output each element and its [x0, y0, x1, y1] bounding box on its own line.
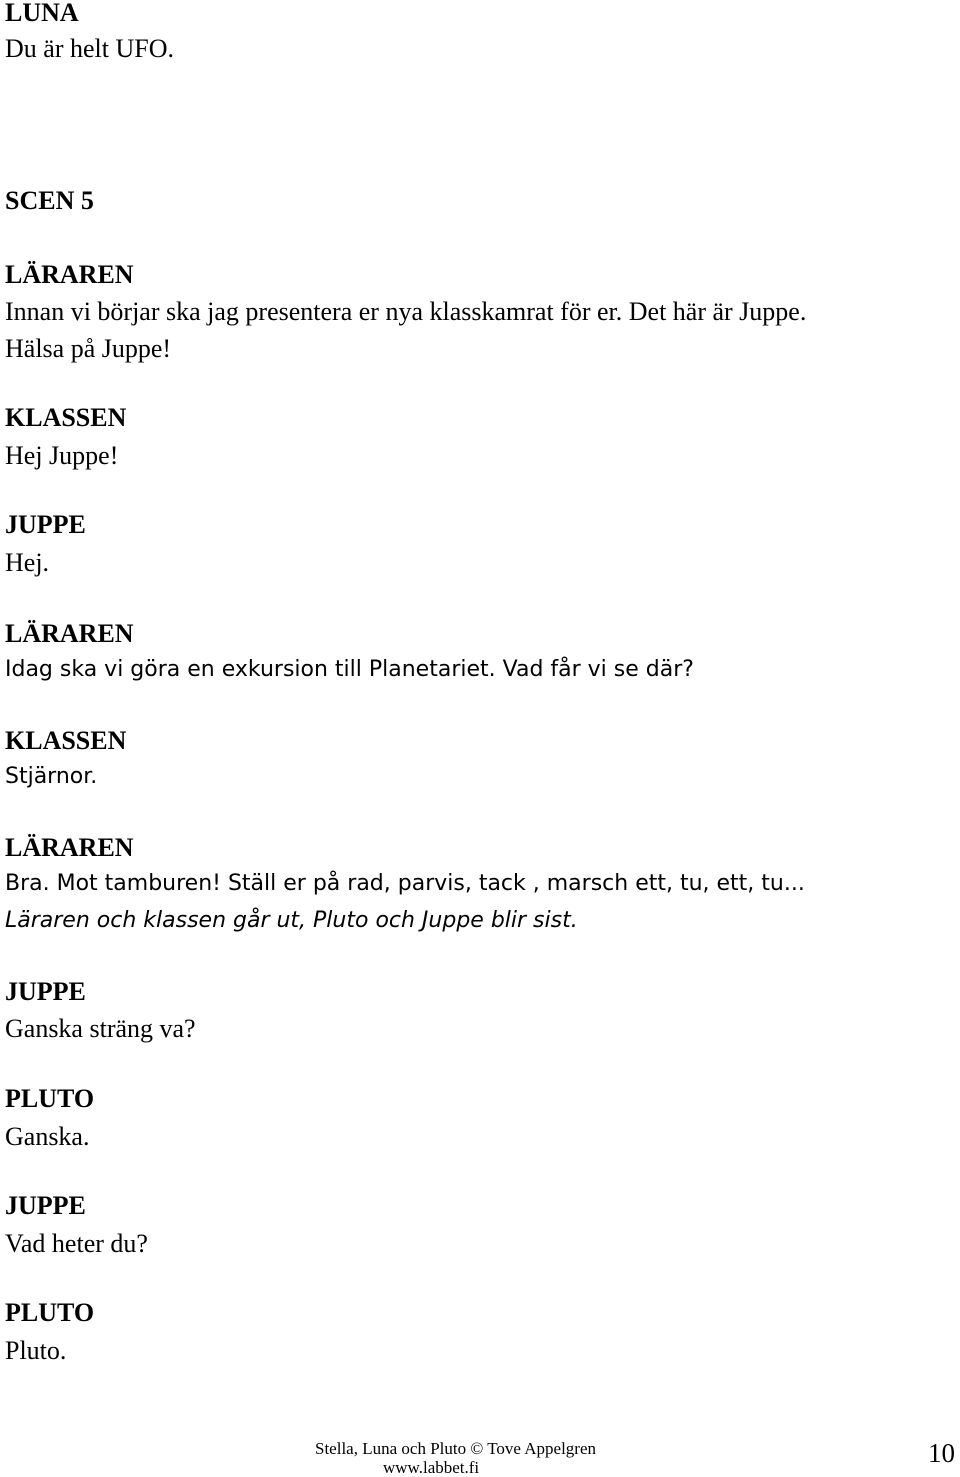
dialogue-line: Hälsa på Juppe! [5, 334, 172, 363]
dialogue-line: Vad heter du? [5, 1229, 148, 1258]
page-number: 10 [928, 1438, 955, 1468]
stage-direction: Läraren och klassen går ut, Pluto och Juppe blir sist. [5, 908, 578, 933]
character-name-pluto: PLUTO [5, 1084, 95, 1113]
character-name-lararen: LÄRAREN [5, 260, 134, 289]
dialogue-line: Ganska sträng va? [5, 1014, 196, 1043]
scene-heading: SCEN 5 [5, 186, 94, 215]
footer-credit: Stella, Luna och Pluto © Tove Appelgren [315, 1439, 597, 1458]
footer-website: www.labbet.fi [383, 1458, 480, 1477]
dialogue-line: Hej Juppe! [5, 441, 119, 470]
character-name-pluto: PLUTO [5, 1298, 95, 1327]
dialogue-line: Hej. [5, 548, 50, 577]
dialogue-line: Innan vi börjar ska jag presentera er nya klasskamrat för er. Det här är Juppe. [5, 297, 807, 326]
character-name-juppe: JUPPE [5, 1191, 86, 1220]
dialogue-line: Stjärnor. [5, 764, 98, 789]
character-name-klassen: KLASSEN [5, 726, 127, 755]
dialogue-line: Pluto. [5, 1336, 67, 1365]
character-name-lararen: LÄRAREN [5, 833, 134, 862]
dialogue-line: Ganska. [5, 1122, 90, 1151]
character-name-juppe: JUPPE [5, 510, 86, 539]
dialogue-line: Idag ska vi göra en exkursion till Planetariet. Vad får vi se där? [5, 657, 694, 682]
character-name-juppe: JUPPE [5, 977, 86, 1006]
dialogue-line: Du är helt UFO. [5, 34, 174, 63]
dialogue-line: Bra. Mot tamburen! Ställ er på rad, parvis, tack , marsch ett, tu, ett, tu... [5, 871, 805, 896]
character-name-klassen: KLASSEN [5, 403, 127, 432]
character-name-luna: LUNA [5, 0, 79, 27]
character-name-lararen: LÄRAREN [5, 619, 134, 648]
